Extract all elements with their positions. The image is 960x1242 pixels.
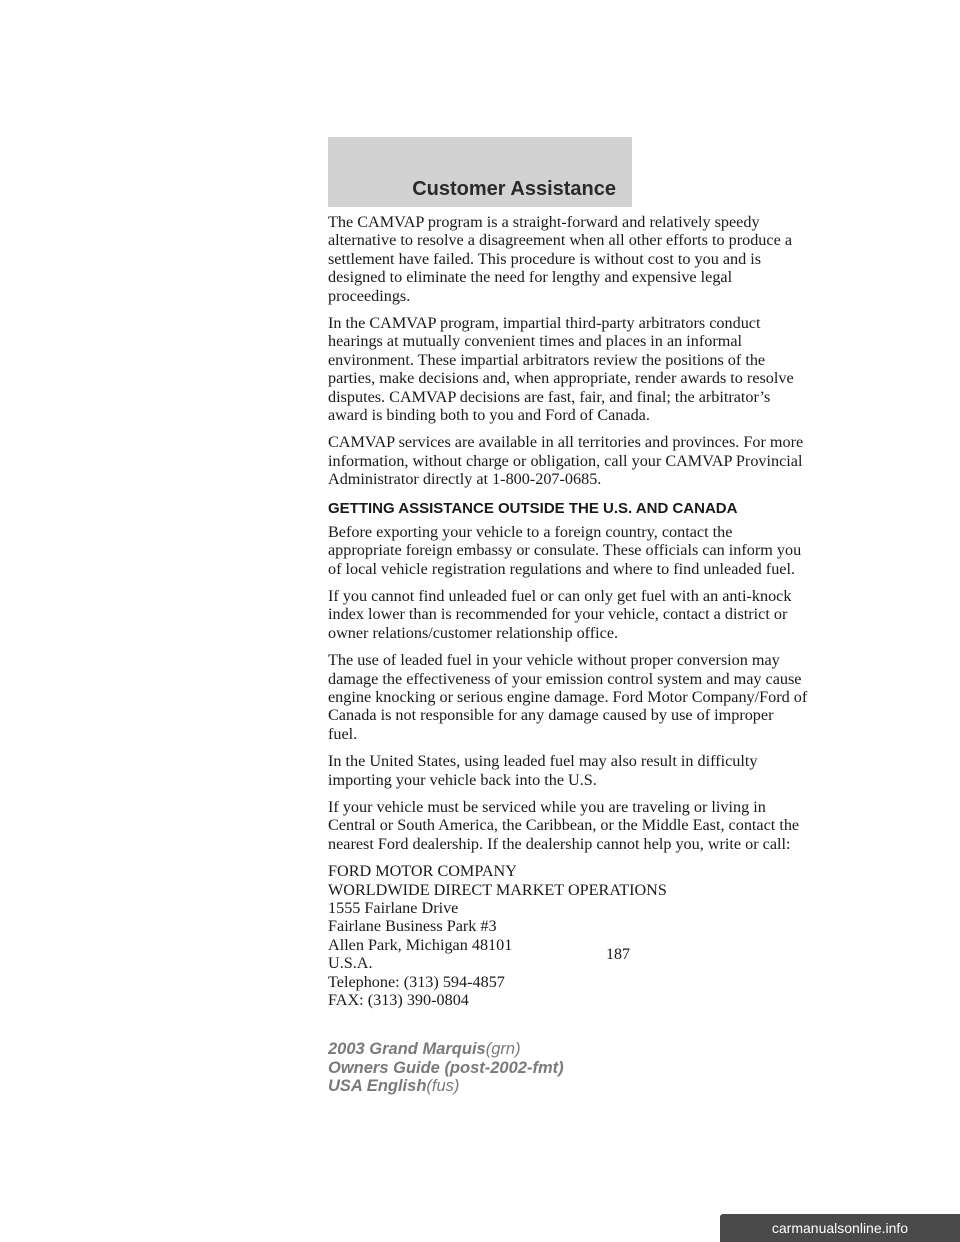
footer-code: (fus) xyxy=(426,1077,460,1095)
text-line: settlement have failed. This procedure is without cost to you and is xyxy=(328,249,762,268)
address-line: Fairlane Business Park #3 xyxy=(328,917,497,936)
paragraph-importing xyxy=(328,752,758,789)
text-line: index lower than is recommended for your vehicle, contact a district or xyxy=(328,605,788,624)
paragraph-camvap-arbitrators xyxy=(328,314,794,425)
footer-language: USA English xyxy=(328,1077,427,1095)
text-line: alternative to resolve a disagreement when all other efforts to produce a xyxy=(328,231,793,250)
text-line: Central or South America, the Caribbean, or the Middle East, contact the xyxy=(328,816,800,835)
text-line: Administrator directly at 1-800-207-0685. xyxy=(328,470,602,489)
text-line: In the CAMVAP program, impartial third-party arbitrators conduct xyxy=(328,314,761,333)
text-line: fuel. xyxy=(328,724,358,743)
text-line: information, without charge or obligation, call your CAMVAP Provincial xyxy=(328,451,803,470)
address-line: 1555 Fairlane Drive xyxy=(328,899,459,917)
text-line: engine knocking or serious engine damage. Ford Motor Company/Ford of xyxy=(328,687,808,706)
text-line: award is binding both to you and Ford of Canada. xyxy=(328,406,650,425)
text-line: appropriate foreign embassy or consulate. These officials can inform you xyxy=(328,541,802,560)
text-line: In the United States, using leaded fuel may also result in difficulty xyxy=(328,752,758,771)
text-line: Before exporting your vehicle to a foreign country, contact the xyxy=(328,522,733,541)
paragraph-unleaded-fuel xyxy=(328,586,792,642)
footer-line xyxy=(328,1059,564,1078)
paragraph-leaded-fuel xyxy=(328,651,808,743)
text-line: The CAMVAP program is a straight-forward and relatively speedy xyxy=(328,213,760,231)
address-line: U.S.A. xyxy=(328,954,373,973)
watermark-link[interactable]: carmanualsonline.info xyxy=(720,1214,960,1242)
paragraph-camvap-services xyxy=(328,433,804,489)
text-line: designed to eliminate the need for lengthy and expensive legal xyxy=(328,268,733,287)
text-line: parties, make decisions and, when appropriate, render awards to resolve xyxy=(328,369,794,388)
section-title: Customer Assistance xyxy=(412,178,616,200)
footer-code: (grn) xyxy=(485,1040,521,1058)
text-line: disputes. CAMVAP decisions are fast, fair, and final; the arbitrator’s xyxy=(328,387,771,406)
text-line: The use of leaded fuel in your vehicle without proper conversion may xyxy=(328,651,780,670)
footer-guide: Owners Guide (post-2002-fmt) xyxy=(328,1058,564,1077)
text-line: proceedings. xyxy=(328,286,411,305)
text-line: CAMVAP services are available in all territories and provinces. For more xyxy=(328,433,804,452)
text-line: hearings at mutually convenient times and places in an informal xyxy=(328,332,743,351)
paragraph-camvap-intro xyxy=(328,213,793,305)
header-band xyxy=(328,137,632,207)
fax-number: FAX: (313) 390-0804 xyxy=(328,991,469,1010)
footer-line xyxy=(328,1040,564,1059)
section-heading: GETTING ASSISTANCE OUTSIDE THE U.S. AND CANADA xyxy=(328,499,738,517)
address-line: Allen Park, Michigan 48101 xyxy=(328,935,513,954)
telephone-number: Telephone: (313) 594-4857 xyxy=(328,972,505,991)
text-line: of local vehicle registration regulations and where to find unleaded fuel. xyxy=(328,559,796,578)
document-footer xyxy=(328,1040,564,1096)
paragraph-servicing-abroad xyxy=(328,797,800,853)
contact-address xyxy=(328,862,667,1010)
page-content xyxy=(328,213,808,1010)
footer-line xyxy=(328,1077,564,1096)
text-line: owner relations/customer relationship office. xyxy=(328,623,619,642)
text-line: Canada is not responsible for any damage caused by use of improper xyxy=(328,706,774,725)
text-line: damage the effectiveness of your emission control system and may cause xyxy=(328,669,802,688)
text-line: If your vehicle must be serviced while you are traveling or living in xyxy=(328,797,766,816)
address-line: FORD MOTOR COMPANY xyxy=(328,862,517,881)
text-line: If you cannot find unleaded fuel or can only get fuel with an anti-knock xyxy=(328,586,792,605)
text-line: importing your vehicle back into the U.S. xyxy=(328,770,597,789)
text-line: nearest Ford dealership. If the dealership cannot help you, write or call: xyxy=(328,834,791,853)
footer-model: 2003 Grand Marquis xyxy=(328,1040,486,1058)
paragraph-exporting xyxy=(328,522,802,578)
address-line: WORLDWIDE DIRECT MARKET OPERATIONS xyxy=(328,880,667,899)
page-number: 187 xyxy=(606,946,630,963)
text-line: environment. These impartial arbitrators review the positions of the xyxy=(328,350,766,369)
